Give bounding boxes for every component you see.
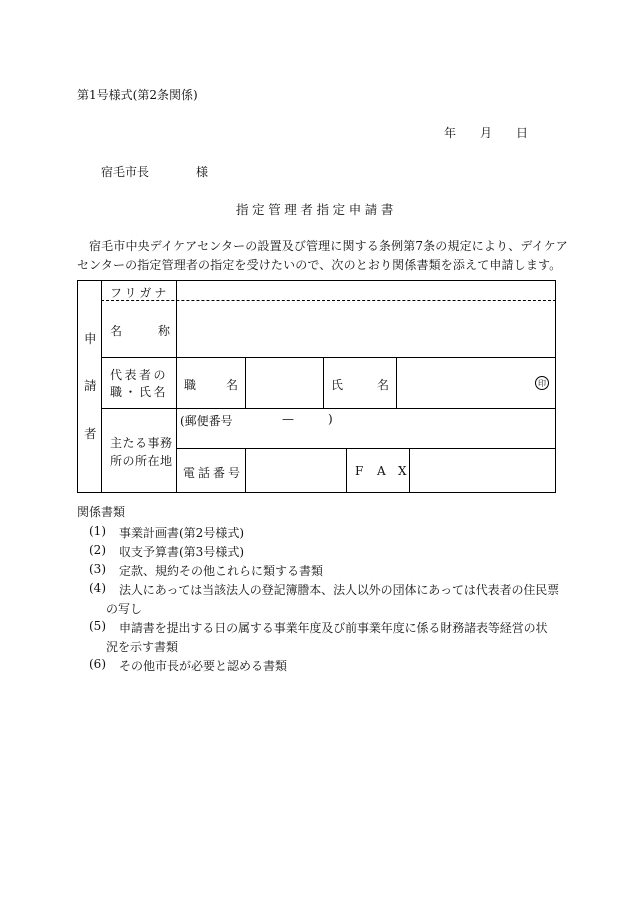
document-item-text: 収支予算書(第3号様式) — [119, 545, 244, 559]
fax-label-a: A — [377, 464, 386, 478]
date-month: 月 — [480, 126, 493, 140]
body-line-1: 宿毛市中央デイケアセンターの設置及び管理に関する条例第7条の規定により、デイケア — [89, 239, 568, 253]
phone-label: 電話番号 — [183, 466, 244, 480]
name-label-1: 名 — [110, 324, 123, 338]
document-item-text: 法人にあっては当該法人の登記簿謄本、法人以外の団体にあっては代表者の住民票 — [119, 583, 560, 597]
fax-label-x: X — [398, 464, 407, 478]
applicant-char-1: 申 — [84, 331, 97, 346]
table-line — [396, 357, 397, 408]
furigana-label: フリガナ — [110, 286, 170, 300]
postal-prefix: (郵便番号 — [180, 414, 233, 428]
document-item-num: (6) — [89, 657, 106, 671]
applicant-char-2: 請 — [84, 378, 97, 393]
table-line — [101, 280, 102, 493]
position-label-1: 職 — [184, 378, 197, 392]
table-line — [346, 448, 347, 493]
document-item-text: その他市長が必要と認める書類 — [119, 659, 288, 673]
date-year: 年 — [444, 126, 457, 140]
addressee-name: 宿毛市長 — [101, 165, 150, 179]
office-label-1: 主たる事務 — [110, 436, 173, 450]
representative-label-1: 代表者の — [110, 368, 169, 382]
document-item-num: (5) — [89, 619, 106, 633]
document-item-text: 申請書を提出する日の属する事業年度及び前事業年度に係る財務諸表等経営の状 — [119, 621, 548, 635]
table-line — [101, 408, 556, 409]
person-name-label-2: 名 — [377, 378, 390, 392]
table-line — [245, 357, 246, 408]
document-item-num: (3) — [89, 562, 106, 576]
date-day: 日 — [516, 126, 529, 140]
table-line — [323, 357, 324, 408]
documents-heading: 関係書類 — [77, 505, 126, 519]
document-item-text: 定款、規約その他これらに類する書類 — [119, 564, 324, 578]
document-item-cont: の写し — [106, 602, 143, 616]
representative-label-2: 職・氏名 — [110, 385, 169, 399]
document-item-text: 事業計画書(第2号様式) — [119, 526, 244, 540]
fax-label-f: F — [355, 464, 364, 478]
postal-dash: — — [282, 412, 294, 426]
body-line-2: センターの指定管理者の指定を受けたいので、次のとおり関係書類を添えて申請します。 — [77, 258, 562, 272]
document-item-cont: 況を示す書類 — [106, 640, 179, 654]
table-line — [245, 448, 246, 493]
document-title: 指定管理者指定申請書 — [236, 202, 398, 217]
table-line — [409, 448, 410, 493]
table-line — [176, 280, 177, 493]
table-line — [176, 448, 556, 449]
person-name-label-1: 氏 — [331, 378, 344, 392]
office-label-2: 所の所在地 — [110, 454, 173, 468]
postal-suffix: ) — [328, 412, 333, 426]
table-line — [101, 357, 556, 358]
document-item-num: (1) — [89, 524, 106, 538]
name-label-2: 称 — [158, 324, 171, 338]
document-item-num: (4) — [89, 581, 106, 595]
applicant-char-3: 者 — [84, 426, 97, 441]
addressee-suffix: 様 — [196, 165, 209, 179]
document-item-num: (2) — [89, 543, 106, 557]
seal-mark: 印 — [535, 376, 549, 390]
form-number: 第1号様式(第2条関係) — [77, 88, 198, 102]
position-label-2: 名 — [226, 378, 239, 392]
